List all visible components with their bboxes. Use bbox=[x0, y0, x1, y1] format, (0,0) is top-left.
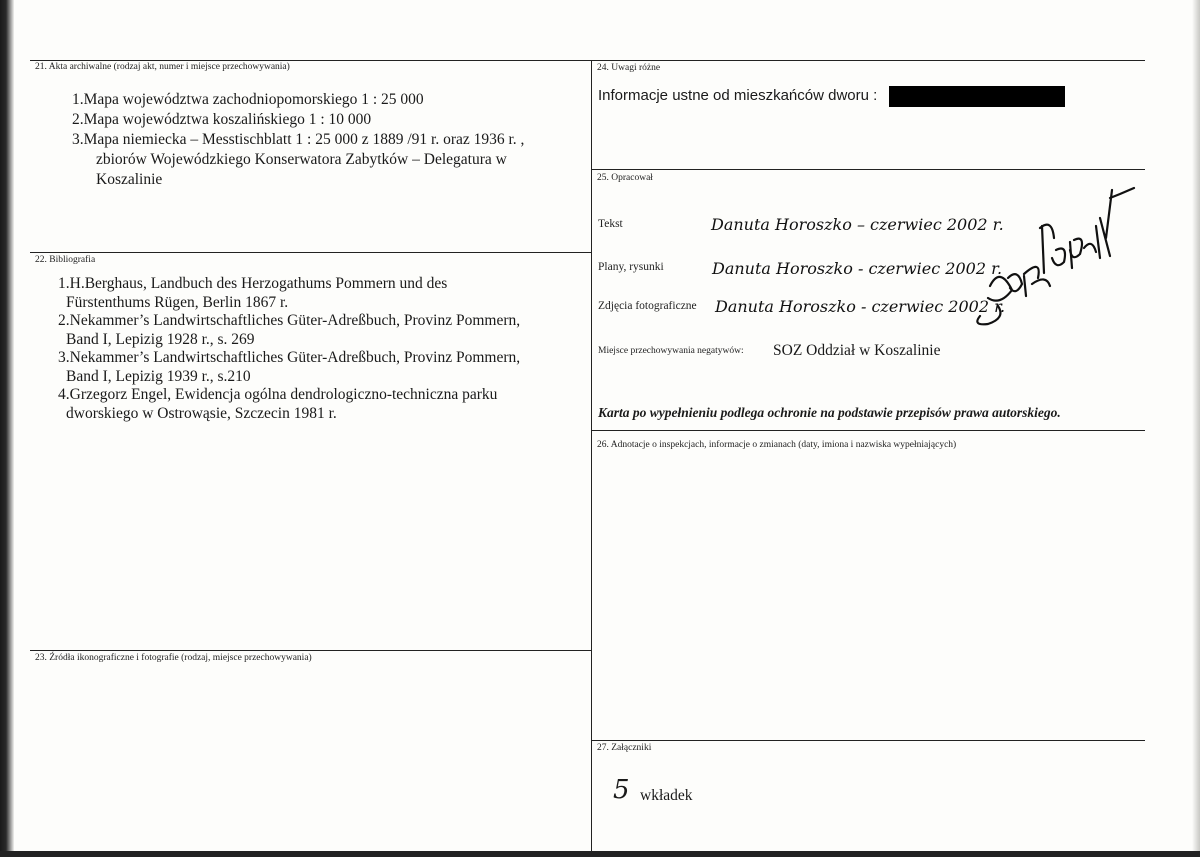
divider-23-top bbox=[30, 650, 591, 651]
photos-row-label: Zdjęcia fotograficzne bbox=[598, 300, 697, 312]
section-21-label: 21. Akta archiwalne (rodzaj akt, numer i miejsce przechowywania) bbox=[35, 62, 290, 72]
section-26-label: 26. Adnotacje o inspekcjach, informacje o zmianach (daty, imiona i nazwiska wypełniających) bbox=[597, 440, 957, 450]
drawings-author-value: Danuta Horoszko - czerwiec 2002 r. bbox=[712, 259, 1003, 278]
list-item: 1.Mapa województwa zachodniopomorskiego 1 : 25 000 bbox=[72, 91, 424, 108]
oral-information-text: Informacje ustne od mieszkańców dworu : bbox=[598, 87, 878, 104]
scan-edge-left bbox=[0, 0, 14, 857]
negatives-label: Miejsce przechowywania negatywów: bbox=[598, 346, 744, 356]
list-item: 4.Grzegorz Engel, Ewidencja ogólna dendrologiczno-techniczna parku dworskiego w Ostrowąsie, Szczecin 1981 r. bbox=[58, 386, 498, 422]
section-24-label: 24. Uwagi różne bbox=[597, 63, 661, 73]
list-item: 1.H.Berghaus, Landbuch des Herzogathums Pommern und des Fürstenthums Rügen, Berlin 1867 r. bbox=[58, 275, 448, 311]
column-divider bbox=[591, 60, 592, 857]
section-21-list bbox=[72, 90, 524, 190]
divider-26-top bbox=[592, 430, 1145, 431]
photos-author-value: Danuta Horoszko - czerwiec 2002 r. bbox=[715, 297, 1006, 316]
section-25-label: 25. Opracował bbox=[597, 173, 653, 183]
scan-edge-right bbox=[1192, 0, 1200, 857]
text-author-value: Danuta Horoszko – czerwiec 2002 r. bbox=[711, 215, 1004, 234]
section-23-label: 23. Źródła ikonograficzne i fotografie (rodzaj, miejsce przechowywania) bbox=[35, 653, 312, 663]
attachment-text: wkładek bbox=[640, 787, 693, 804]
copyright-note: Karta po wypełnieniu podlega ochronie na podstawie przepisów prawa autorskiego. bbox=[598, 405, 1061, 420]
scan-edge-bottom bbox=[0, 851, 1200, 857]
text-row-label: Tekst bbox=[598, 218, 623, 230]
section-22-list bbox=[58, 275, 520, 423]
section-22-label: 22. Bibliografia bbox=[35, 255, 96, 265]
signature-icon bbox=[960, 178, 1150, 328]
list-item: 2.Nekammer’s Landwirtschaftliches Güter-Adreßbuch, Provinz Pommern, Band I, Lepizig 1928 r., s. 269 bbox=[58, 312, 521, 348]
divider-24-top bbox=[592, 60, 1145, 61]
divider-21-top bbox=[30, 60, 591, 61]
divider-22-top bbox=[30, 252, 591, 253]
drawings-row-label: Plany, rysunki bbox=[598, 261, 664, 273]
section-27-label: 27. Załączniki bbox=[597, 743, 652, 753]
list-item: 3.Mapa niemiecka – Messtischblatt 1 : 25 000 z 1889 /91 r. oraz 1936 r. , zbiorów Wojewódzkiego Konserwatora Zabytków – Delegatura w Koszalinie bbox=[72, 131, 525, 188]
divider-27-top bbox=[592, 740, 1145, 741]
divider-25-top bbox=[592, 169, 1145, 170]
negatives-value: SOZ Oddział w Koszalinie bbox=[773, 342, 941, 359]
list-item: 3.Nekammer’s Landwirtschaftliches Güter-Adreßbuch, Provinz Pommern, Band I, Lepizig 1939 r., s.210 bbox=[58, 349, 521, 385]
list-item: 2.Mapa województwa koszalińskiego 1 : 10 000 bbox=[72, 111, 372, 128]
attachment-count: 5 bbox=[613, 775, 630, 805]
redaction-block bbox=[889, 86, 1065, 107]
